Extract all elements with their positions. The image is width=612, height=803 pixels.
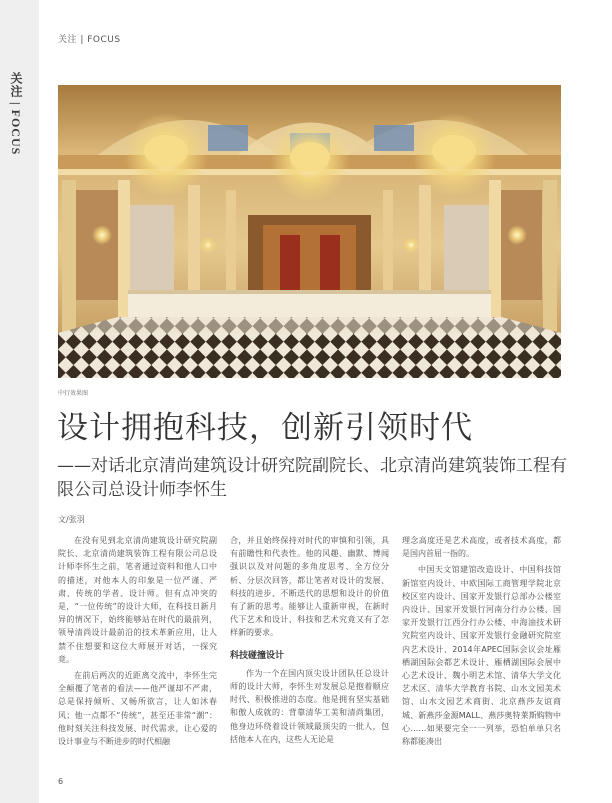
paragraph: 在前后两次的近距离交流中，李怀生完全颠覆了笔者的看法——他严谨却不严肃，总是保持倾听、又畅所欲言，让人如沐春风；他一点都不“传统”，甚至还非常“潮”：他时刻关注科技发展、时代需求，让心爱的设计事业与不断进步的时代相融 xyxy=(58,671,217,747)
section-header: 关注 | FOCUS xyxy=(58,35,121,45)
paragraph: 在没有见到北京清尚建筑设计研究院副院长、北京清尚建筑装饰工程有限公司总设计师李怀生之前，笔者通过资料和他人口中的描述，对他本人的印象是一位严谨、严肃、传统的学者、设计师。但有点冲突的是，“一位传统”的设计大师，在科技日新月异的情况下，始终能够站在时代的最前列，领导清尚设计最前沿的技术革新应用，让人禁不住想要和这位大师展开对话，一探究竟。 xyxy=(58,536,217,664)
body-column-3 xyxy=(402,534,561,751)
article-title: 设计拥抱科技，创新引领时代 xyxy=(57,410,473,446)
interior-rendering-photo xyxy=(58,85,561,378)
paragraph: 理念高度还是艺术高度，或者技术高度，都是国内首屈一指的。 xyxy=(402,536,561,559)
article-subtitle: ——对话北京清尚建筑设计研究院副院长、北京清尚建筑装饰工程有限公司总设计师李怀生 xyxy=(57,456,567,500)
photo-caption: 中行效果图 xyxy=(58,390,89,397)
paragraph: 作为一个在国内顶尖设计团队任总设计师的设计大师，李怀生对发展总是抱着顺应时代、积极推进的态度。他是拥有坚实基础和傲人成就的：背靠清华工美和清尚集团，他身边环绕着设计领域最顶尖的一批人，包括他本人在内，这些人无论是 xyxy=(230,668,389,744)
paragraph: 中国天文馆建馆改造设计、中国科技馆新馆室内设计、中欧国际工商管理学院北京校区室内设计、国家开发银行总部办公楼室内设计、国家开发银行河南分行办公楼、国家开发银行江西分行办公楼、中海油技术研究院室内设计、国家开发银行金融研究院室内艺术设计、2014年APEC国际会议会址雁栖湖国际会都艺术设计、雁栖湖国际会展中心艺术设计、魏小明艺术馆、清华大学文化艺术区、清华大学教育书院、山水文园美术馆、山水文园艺术商街、北京燕莎友谊商城、新燕莎金源MALL、燕莎奥特莱斯购物中心……如果要完全一一列举，恐怕单单只名称都能凑出 xyxy=(402,565,561,747)
section-heading: 科技碰撞设计 xyxy=(230,650,285,661)
section-label-vertical: 关注 | FOCUS xyxy=(9,72,23,156)
paragraph: 合，并且始终保持对时代的审慎和引领，具有前瞻性和代表性。他的风趣、幽默、博闻强识以及对问题的多角度思考、全方位分析、分层次回答，都让笔者对设计的发展、科技的进步、不断迭代的思想和设计的价值有了新的思考。能够让人重新审视，在新时代下艺术和设计、科技和艺术究竟又有了怎样新的要求。 xyxy=(230,536,389,638)
body-column-1 xyxy=(58,534,217,751)
page-number: 6 xyxy=(58,777,64,786)
sidebar-band xyxy=(0,0,39,803)
body-column-2 xyxy=(230,534,389,749)
byline: 文/张羽 xyxy=(58,515,85,524)
